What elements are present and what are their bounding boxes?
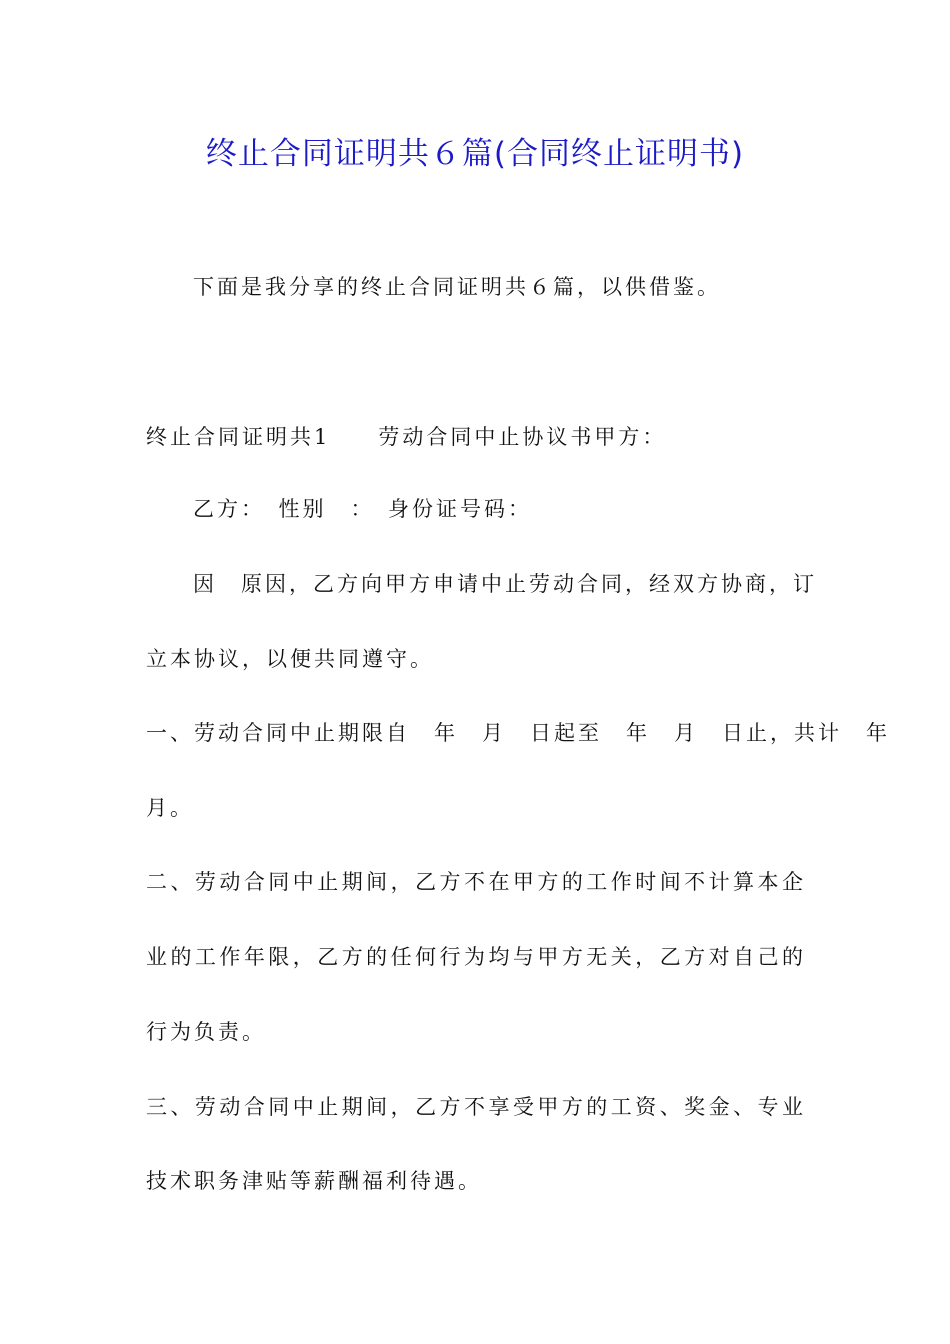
paragraph-line: 因 原因，乙方向甲方申请中止劳动合同，经双方协商，订	[193, 572, 817, 596]
paragraph-line: 业的工作年限，乙方的任何行为均与甲方无关，乙方对自己的	[146, 945, 806, 969]
paragraph-line: 一、劳动合同中止期限自 年 月 日起至 年 月 日止，共计 年	[146, 721, 890, 745]
paragraph-line: 立本协议，以便共同遵守。	[146, 647, 434, 671]
intro-paragraph: 下面是我分享的终止合同证明共６篇，以供借鉴。	[193, 275, 721, 299]
paragraph-line: 二、劳动合同中止期间，乙方不在甲方的工作时间不计算本企	[146, 870, 806, 894]
section-heading: 终止合同证明共1	[146, 425, 331, 449]
paragraph-line: 三、劳动合同中止期间，乙方不享受甲方的工资、奖金、专业	[146, 1095, 806, 1119]
document-title: 终止合同证明共６篇(合同终止证明书)	[205, 136, 745, 172]
section-heading-row	[146, 422, 806, 452]
paragraph-line: 行为负责。	[146, 1020, 266, 1044]
parties-line: 乙方： 性别 ： 身份证号码：	[193, 497, 532, 521]
paragraph-line: 技术职务津贴等薪酬福利待遇。	[146, 1169, 482, 1193]
paragraph-line: 月。	[146, 796, 194, 820]
section-subtitle: 劳动合同中止协议书甲方：	[378, 425, 667, 449]
